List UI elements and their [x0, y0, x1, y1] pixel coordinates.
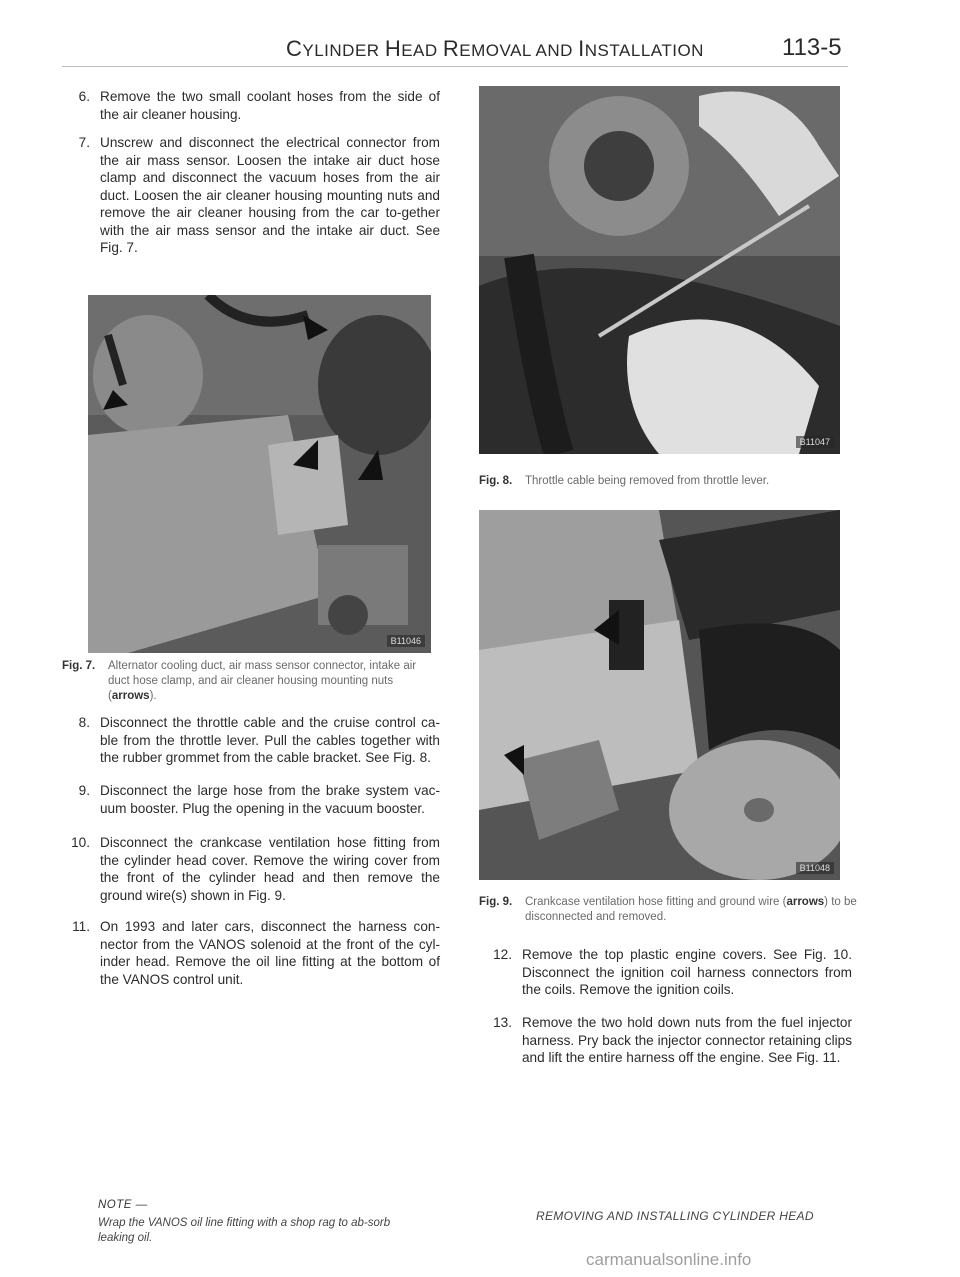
step-text: Disconnect the large hose from the brake system vac-uum booster. Plug the opening in the vacuum booster.: [100, 783, 440, 816]
caption-emphasis: arrows: [111, 690, 150, 702]
caption-emphasis: arrows: [786, 896, 825, 908]
step-number: 9.: [78, 783, 90, 798]
step-text: Remove the two hold down nuts from the fuel injector harness. Pry back the injector connector retaining clips and lift the entire harness off the engine. See Fig. 11.: [522, 1015, 852, 1065]
step-text: Remove the two small coolant hoses from the side of the air cleaner housing.: [100, 89, 440, 122]
step-text: Unscrew and disconnect the electrical connector from the air mass sensor. Loosen the intake air duct hose clamp and disconnect the vacuum hoses from the air duct. Loosen the air cleaner housing mounting nuts and remove the air cleaner housing from the car to-gether with the air mass sensor and the intake air duct. See Fig. 7.: [100, 135, 440, 255]
step-number: 10.: [71, 835, 90, 850]
step-number: 6.: [78, 89, 90, 104]
page-number: 113-5: [782, 34, 842, 61]
caption-text: Throttle cable being removed from throttle lever.: [525, 475, 770, 487]
figure-8-caption: [479, 474, 859, 490]
watermark: carmanualsonline.info: [586, 1250, 752, 1269]
figure-label: Fig. 9.: [479, 896, 513, 908]
figure-id: B11046: [387, 635, 425, 647]
step-text: Disconnect the crankcase ventilation hose fitting from the cylinder head cover. Remove the wiring cover from the front of the cylinder head and then remove the ground wire(s) shown in Fig. 9.: [100, 835, 440, 903]
step-text: On 1993 and later cars, disconnect the harness con-nector from the VANOS solenoid at the front of the cyl-inder head. Remove the oil line fitting at the bottom of the VANOS control unit.: [100, 919, 440, 987]
step-number: 12.: [493, 947, 512, 962]
note-heading: NOTE —: [98, 1199, 148, 1211]
step-text: Remove the top plastic engine covers. See Fig. 10. Disconnect the ignition coil harness connectors from the coils. Remove the ignition coils.: [522, 947, 852, 997]
figure-9-caption: Fig. 9. Crankcase ventilation hose fitting and ground wire (arrows) to be disconnected and removed.: [479, 896, 857, 923]
step-number: 8.: [78, 715, 90, 730]
figure-7-photo: [88, 295, 431, 653]
step-number: 13.: [493, 1015, 512, 1030]
figure-9-photo: [479, 510, 840, 880]
step-text: Disconnect the throttle cable and the cruise control ca-ble from the throttle lever. Pull the cables together with the rubber grommet from the cable bracket. See Fig. 8.: [100, 715, 440, 765]
cylinder-head-image: [479, 510, 840, 880]
step-number: 11.: [72, 919, 90, 934]
page-title: CYLINDER HEAD REMOVAL AND INSTALLATION: [286, 36, 704, 61]
figure-label: Fig. 8.: [479, 475, 513, 487]
figure-id: B11048: [796, 862, 834, 874]
step-number: 7.: [78, 135, 90, 150]
figure-id: B11047: [796, 436, 834, 448]
section-footer: REMOVING AND INSTALLING CYLINDER HEAD: [536, 1209, 814, 1223]
figure-8-photo: [479, 86, 840, 454]
caption-text: Crankcase ventilation hose fitting and ground wire (: [525, 896, 787, 908]
engine-bay-image: [88, 295, 431, 653]
figure-label: Fig. 7.: [62, 660, 96, 672]
figure-7-caption: Fig. 7. Alternator cooling duct, air mass sensor connector, intake air duct hose clamp, and air cleaner housing mounting nuts (arrows).: [62, 660, 417, 702]
header-divider: [62, 66, 848, 67]
caption-text: Alternator cooling duct, air mass sensor connector, intake air duct hose clamp, and air cleaner housing mounting nuts (: [108, 660, 417, 702]
note-text: Wrap the VANOS oil line fitting with a shop rag to ab-sorb leaking oil.: [98, 1217, 391, 1244]
throttle-image: [479, 86, 840, 454]
